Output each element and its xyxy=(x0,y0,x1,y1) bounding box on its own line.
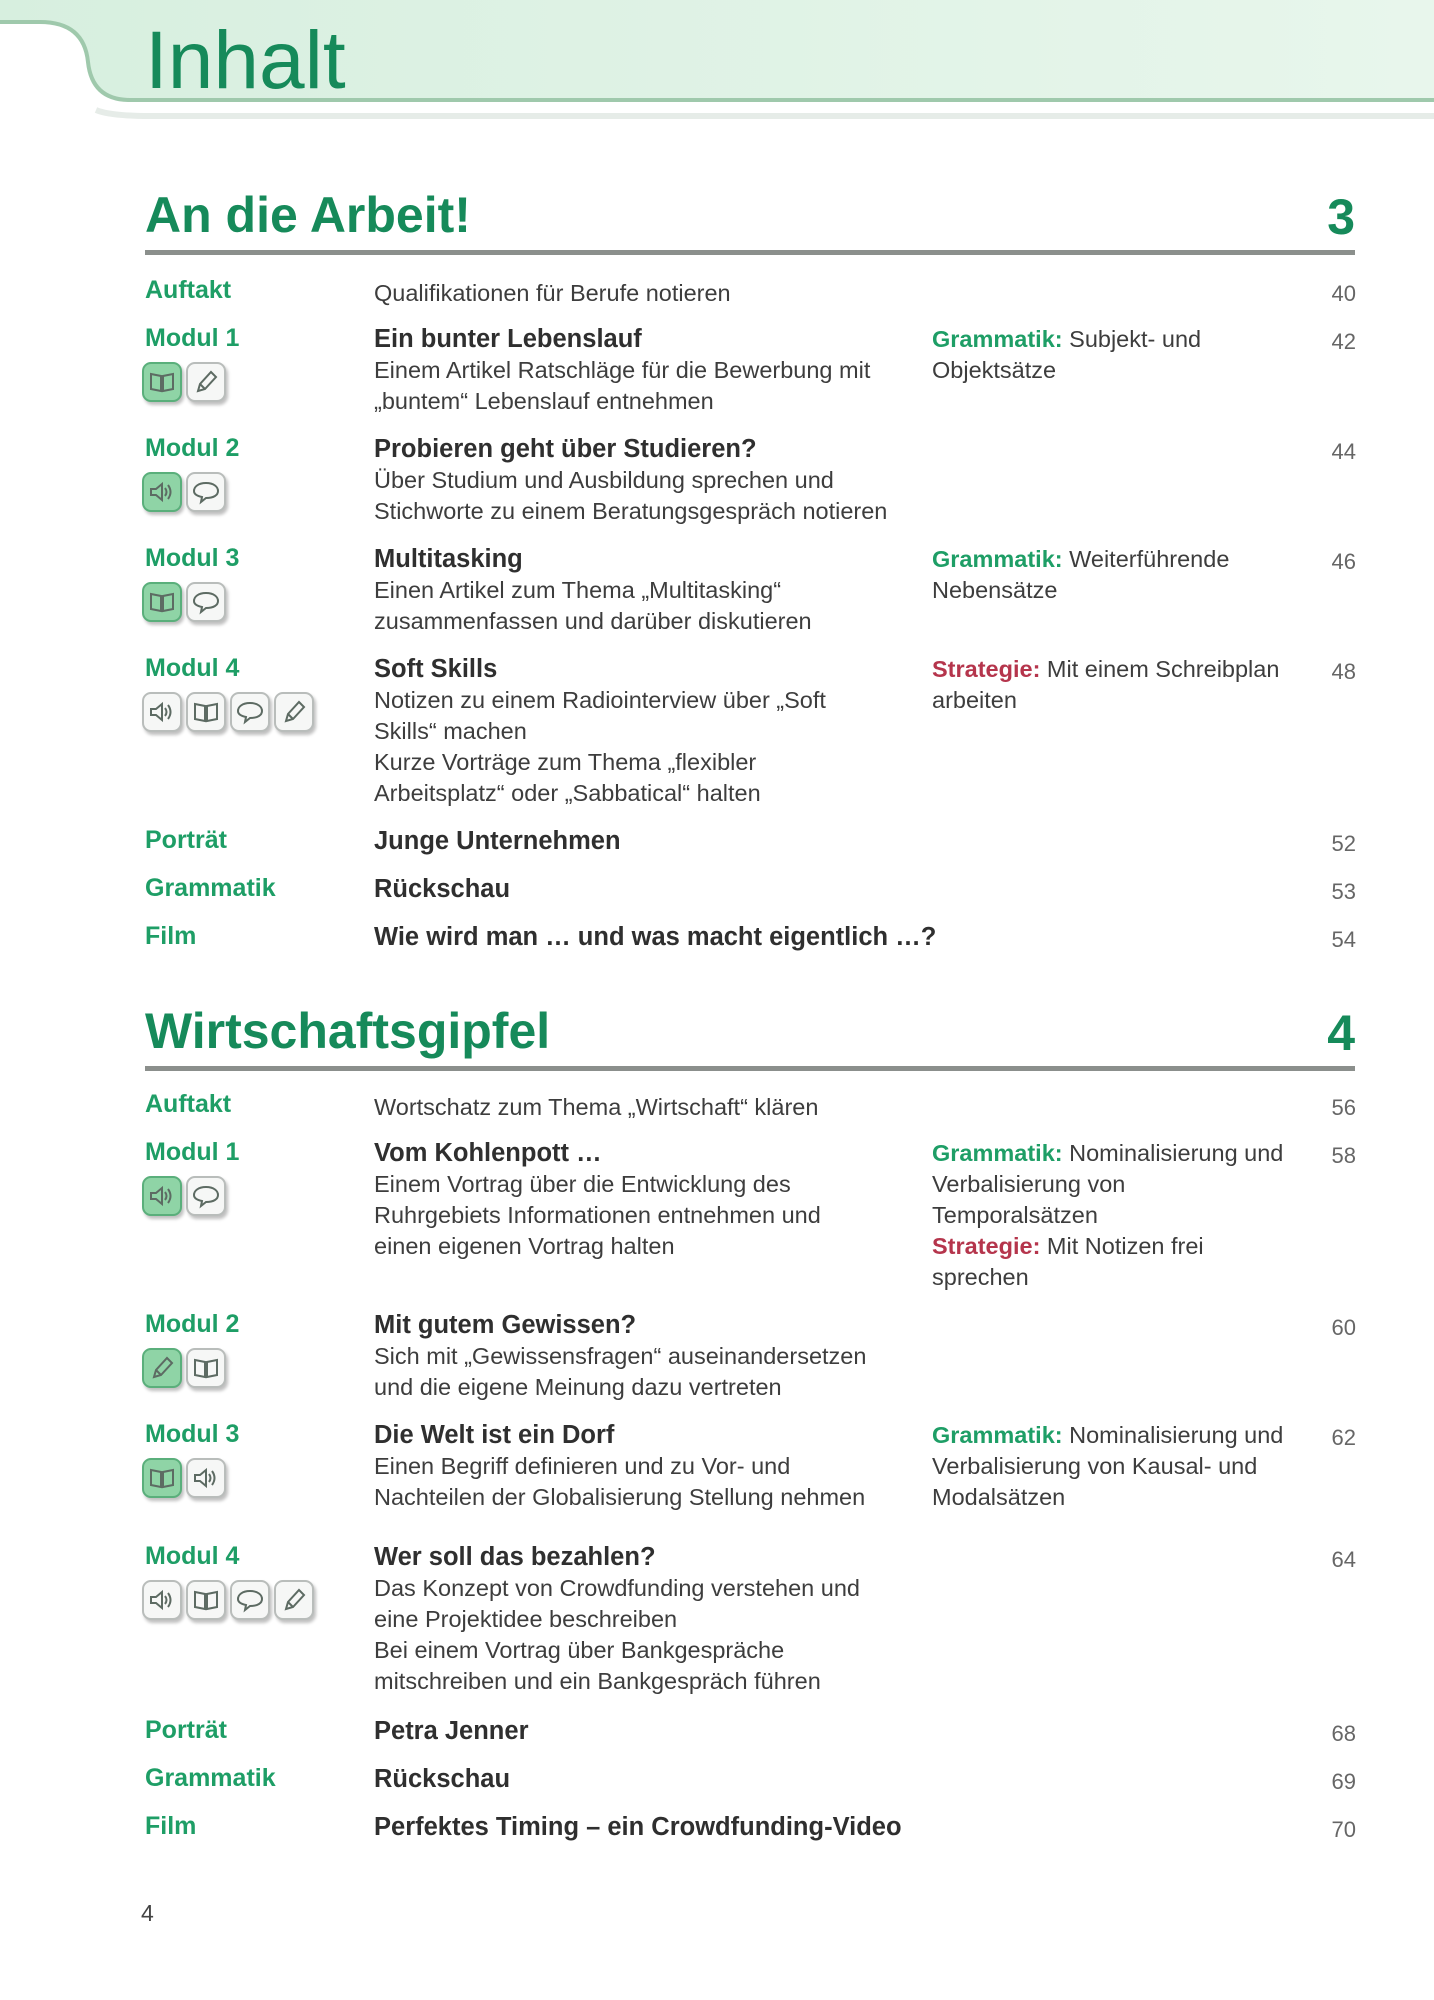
header-band xyxy=(0,0,1434,120)
page-ref: 52 xyxy=(1331,831,1356,856)
page-ref: 48 xyxy=(1331,659,1356,684)
book-icon xyxy=(142,582,182,622)
module-title: Wer soll das bezahlen? xyxy=(374,1543,656,1571)
row-label: Modul 4 xyxy=(145,1542,240,1570)
skill-icons xyxy=(142,1458,226,1498)
module-title: Die Welt ist ein Dorf xyxy=(374,1421,615,1449)
description-line: Nachteilen der Globalisierung Stellung nehmen xyxy=(374,1484,866,1510)
speech-bubble-icon xyxy=(186,1176,226,1216)
page-ref: 60 xyxy=(1331,1315,1356,1340)
row-label: Auftakt xyxy=(145,276,232,304)
description-line: „buntem“ Lebenslauf entnehmen xyxy=(374,388,714,414)
speech-bubble-icon xyxy=(186,472,226,512)
book-icon xyxy=(186,1348,226,1388)
module-title: Multitasking xyxy=(374,545,523,573)
description-line: einen eigenen Vortrag halten xyxy=(374,1233,675,1259)
pencil-icon xyxy=(274,1580,314,1620)
description-line: Notizen zu einem Radiointerview über „Soft xyxy=(374,687,826,713)
module-title: Rückschau xyxy=(374,875,511,903)
page-ref: 58 xyxy=(1331,1143,1356,1168)
grammar-text: Weiterführende Nebensätze xyxy=(932,546,1230,603)
row-label: Film xyxy=(145,1812,197,1840)
chapter-number: 4 xyxy=(1327,1005,1355,1061)
description-line: Skills“ machen xyxy=(374,718,527,744)
grammar-note xyxy=(932,324,1292,386)
row-label: Modul 1 xyxy=(145,324,240,352)
speech-bubble-icon xyxy=(230,1580,270,1620)
module-title: Mit gutem Gewissen? xyxy=(374,1311,637,1339)
row-label: Porträt xyxy=(145,1716,227,1744)
module-title: Petra Jenner xyxy=(374,1717,529,1745)
book-icon xyxy=(142,1458,182,1498)
description-line: Bei einem Vortrag über Bankgespräche xyxy=(374,1637,785,1663)
row-description xyxy=(374,434,914,527)
description-line: Das Konzept von Crowdfunding verstehen und xyxy=(374,1575,860,1601)
speaker-icon xyxy=(142,1580,182,1620)
page-ref: 54 xyxy=(1331,927,1356,952)
book-icon xyxy=(186,692,226,732)
row-description xyxy=(374,1716,914,1747)
grammar-note xyxy=(932,544,1292,606)
description-line: Wortschatz zum Thema „Wirtschaft“ klären xyxy=(374,1094,819,1120)
grammar-note xyxy=(932,1138,1292,1293)
module-title: Wie wird man … und was macht eigentlich …? xyxy=(374,923,937,951)
row-label: Porträt xyxy=(145,826,227,854)
row-label: Modul 4 xyxy=(145,654,240,682)
module-title: Perfektes Timing – ein Crowdfunding-Video xyxy=(374,1813,902,1841)
row-description xyxy=(374,1310,914,1403)
page-ref: 56 xyxy=(1331,1095,1356,1120)
page-ref: 62 xyxy=(1331,1425,1356,1450)
skill-icons xyxy=(142,692,314,732)
row-description xyxy=(374,874,914,905)
page-ref: 53 xyxy=(1331,879,1356,904)
skill-icons xyxy=(142,1348,226,1388)
row-description xyxy=(374,1420,919,1513)
speaker-icon xyxy=(186,1458,226,1498)
speaker-icon xyxy=(142,1176,182,1216)
row-label: Modul 2 xyxy=(145,434,240,462)
row-description xyxy=(374,922,1074,953)
row-description xyxy=(374,278,914,309)
row-description xyxy=(374,1764,914,1795)
description-line: Ruhrgebiets Informationen entnehmen und xyxy=(374,1202,821,1228)
grammar-label: Grammatik: xyxy=(932,546,1063,572)
strategy-label: Strategie: xyxy=(932,656,1041,682)
page-ref: 64 xyxy=(1331,1547,1356,1572)
row-description xyxy=(374,1092,914,1123)
pencil-icon xyxy=(142,1348,182,1388)
grammar-label: Grammatik: xyxy=(932,326,1063,352)
skill-icons xyxy=(142,472,226,512)
description-line: Sich mit „Gewissensfragen“ auseinandersetzen xyxy=(374,1343,867,1369)
page-ref: 68 xyxy=(1331,1721,1356,1746)
pencil-icon xyxy=(274,692,314,732)
speaker-icon xyxy=(142,692,182,732)
page-ref: 46 xyxy=(1331,549,1356,574)
row-description xyxy=(374,826,914,857)
row-label: Grammatik xyxy=(145,874,276,902)
chapter-heading xyxy=(145,187,1355,255)
description-line: Einem Vortrag über die Entwicklung des xyxy=(374,1171,791,1197)
pencil-icon xyxy=(186,362,226,402)
strategy-note xyxy=(932,654,1292,716)
skill-icons xyxy=(142,582,226,622)
page-ref: 40 xyxy=(1331,281,1356,306)
grammar-text: Nominalisierung und Verbalisierung von Temporalsätzen xyxy=(932,1140,1284,1228)
module-title: Probieren geht über Studieren? xyxy=(374,435,757,463)
description-line: Stichworte zu einem Beratungsgespräch notieren xyxy=(374,498,888,524)
page-ref: 42 xyxy=(1331,329,1356,354)
speech-bubble-icon xyxy=(230,692,270,732)
page-ref: 69 xyxy=(1331,1769,1356,1794)
row-label: Modul 3 xyxy=(145,1420,240,1448)
book-icon xyxy=(142,362,182,402)
row-label: Grammatik xyxy=(145,1764,276,1792)
description-line: mitschreiben und ein Bankgespräch führen xyxy=(374,1668,821,1694)
row-description xyxy=(374,324,914,417)
grammar-text: Nominalisierung und Verbalisierung von Kausal- und Modalsätzen xyxy=(932,1422,1284,1510)
grammar-text: Subjekt- und Objektsätze xyxy=(932,326,1202,383)
chapter-title: Wirtschaftsgipfel xyxy=(145,1003,551,1059)
module-title: Vom Kohlenpott … xyxy=(374,1139,602,1167)
page-ref: 44 xyxy=(1331,439,1356,464)
row-description xyxy=(374,1542,914,1697)
speaker-icon xyxy=(142,472,182,512)
description-line: eine Projektidee beschreiben xyxy=(374,1606,678,1632)
strategy-text: Mit einem Schreibplan arbeiten xyxy=(932,656,1280,713)
speech-bubble-icon xyxy=(186,582,226,622)
module-title: Junge Unternehmen xyxy=(374,827,621,855)
page-number: 4 xyxy=(141,1900,154,1926)
page-title: Inhalt xyxy=(145,15,346,106)
row-label: Film xyxy=(145,922,197,950)
description-line: Qualifikationen für Berufe notieren xyxy=(374,280,731,306)
row-label: Auftakt xyxy=(145,1090,232,1118)
description-line: Arbeitsplatz“ oder „Sabbatical“ halten xyxy=(374,780,761,806)
skill-icons xyxy=(142,1580,314,1620)
description-line: zusammenfassen und darüber diskutieren xyxy=(374,608,812,634)
module-title: Rückschau xyxy=(374,1765,511,1793)
chapter-heading xyxy=(145,1003,1355,1071)
row-label: Modul 1 xyxy=(145,1138,240,1166)
description-line: Einen Artikel zum Thema „Multitasking“ xyxy=(374,577,782,603)
row-description xyxy=(374,654,914,809)
grammar-note xyxy=(932,1420,1292,1513)
row-description xyxy=(374,544,914,637)
skill-icons xyxy=(142,1176,226,1216)
row-description xyxy=(374,1812,1074,1843)
row-description xyxy=(374,1138,914,1262)
strategy-text: Mit Notizen frei sprechen xyxy=(932,1233,1204,1290)
description-line: Einen Begriff definieren und zu Vor- und xyxy=(374,1453,791,1479)
description-line: Über Studium und Ausbildung sprechen und xyxy=(374,467,834,493)
chapter-number: 3 xyxy=(1327,189,1355,245)
grammar-label: Grammatik: xyxy=(932,1140,1063,1166)
book-icon xyxy=(186,1580,226,1620)
chapter-title: An die Arbeit! xyxy=(145,187,471,243)
description-line: Einem Artikel Ratschläge für die Bewerbung mit xyxy=(374,357,871,383)
module-title: Soft Skills xyxy=(374,655,498,683)
skill-icons xyxy=(142,362,226,402)
page-ref: 70 xyxy=(1331,1817,1356,1842)
strategy-label: Strategie: xyxy=(932,1233,1041,1259)
row-label: Modul 2 xyxy=(145,1310,240,1338)
row-label: Modul 3 xyxy=(145,544,240,572)
module-title: Ein bunter Lebenslauf xyxy=(374,325,642,353)
grammar-label: Grammatik: xyxy=(932,1422,1063,1448)
description-line: Kurze Vorträge zum Thema „flexibler xyxy=(374,749,757,775)
description-line: und die eigene Meinung dazu vertreten xyxy=(374,1374,782,1400)
